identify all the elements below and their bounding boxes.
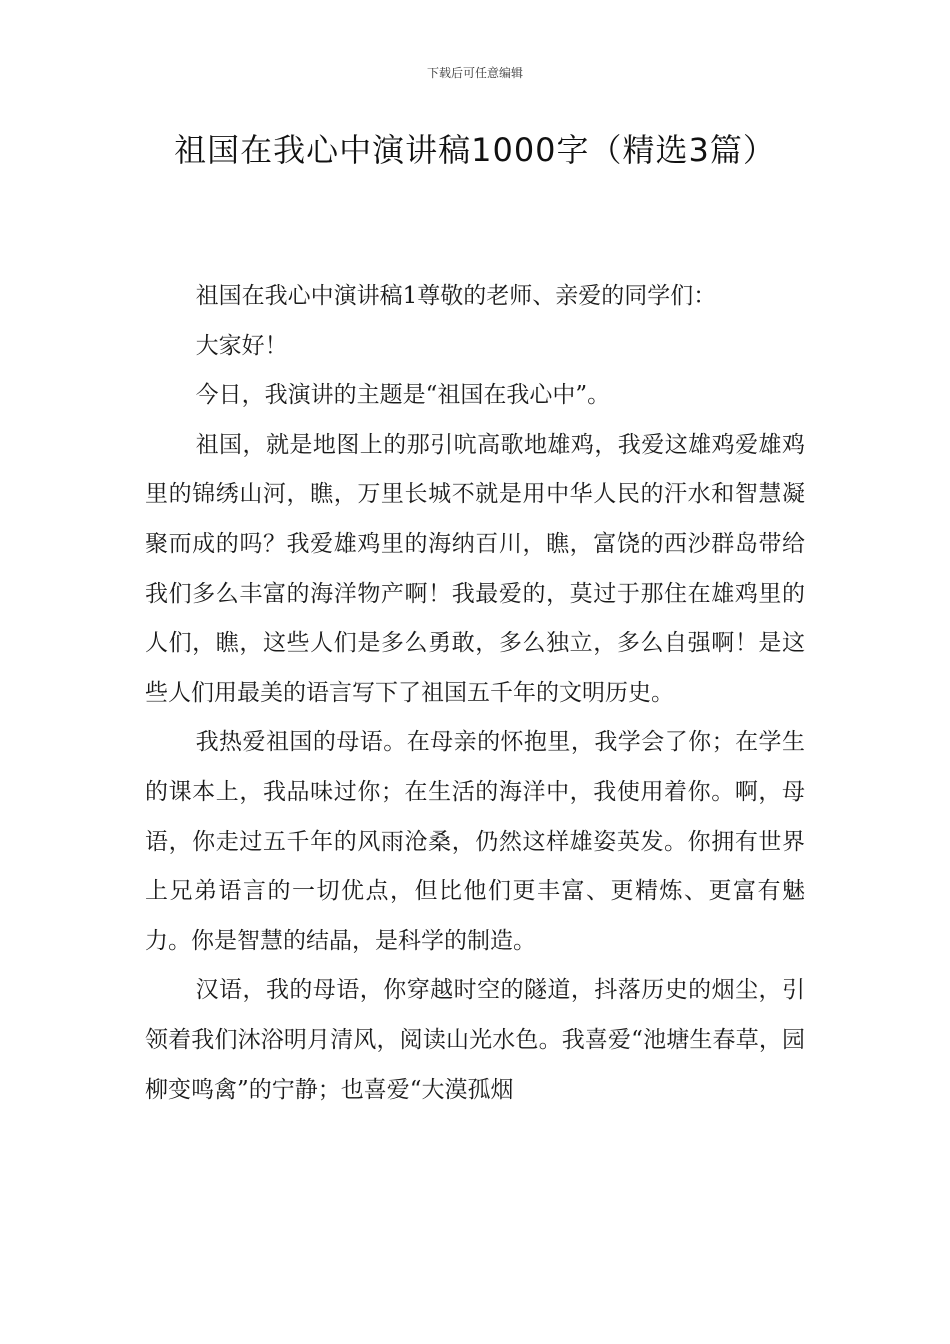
paragraph-hello: 大家好！ — [195, 332, 288, 359]
document-body — [145, 272, 805, 1115]
header-note: 下载后可任意编辑 — [426, 66, 523, 80]
paragraph-chinese-language: 汉语，我的母语，你穿越时空的隧道，抖落历史的烟尘，引领着我们沐浴明月清风，阅读山光水色。我喜爱“池塘生春草，园柳变鸣禽”的宁静；也喜爱“大漠孤烟 — [145, 977, 805, 1103]
paragraph-motherland: 祖国，就是地图上的那引吭高歌地雄鸡，我爱这雄鸡爱雄鸡里的锦绣山河，瞧，万里长城不就是用中华人民的汗水和智慧凝聚而成的吗？我爱雄鸡里的海纳百川，瞧，富饶的西沙群岛带给我们多么丰富的海洋物产啊！我最爱的，莫过于那住在雄鸡里的人们，瞧，这些人们是多么勇敢，多么独立，多么自强啊！是这些人们用最美的语言写下了祖国五千年的文明历史。 — [145, 431, 805, 706]
document-title: 祖国在我心中演讲稿1000字（精选3篇） — [174, 131, 776, 169]
paragraph-topic: 今日，我演讲的主题是“祖国在我心中”。 — [195, 382, 611, 409]
paragraph-mother-tongue: 我热爱祖国的母语。在母亲的怀抱里，我学会了你；在学生的课本上，我品味过你；在生活的海洋中，我使用着你。啊，母语，你走过五千年的风雨沧桑，仍然这样雄姿英发。你拥有世界上兄弟语言的一切优点，但比他们更丰富、更精炼、更富有魅力。你是智慧的结晶，是科学的制造。 — [145, 729, 805, 954]
paragraph-greeting: 祖国在我心中演讲稿1尊敬的老师、亲爱的同学们： — [195, 283, 717, 309]
